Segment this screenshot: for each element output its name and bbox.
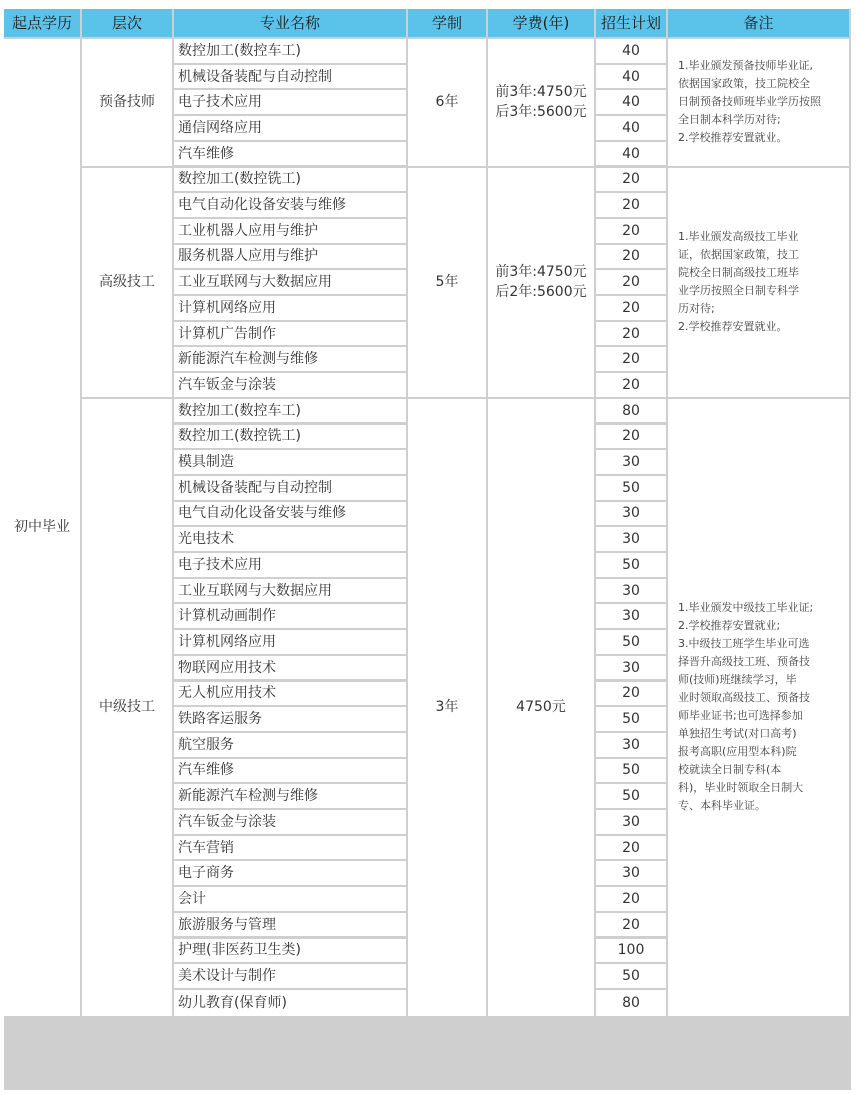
remarks-cell: [668, 168, 849, 397]
enrollment-plan-cell: 20: [596, 296, 666, 320]
enrollment-plan-cell: 50: [596, 964, 666, 988]
enrollment-plan-cell: 40: [596, 142, 666, 166]
remark-line: 择晋升高级技工班、预备技: [678, 655, 810, 669]
tuition-cell: [488, 168, 594, 397]
remarks-cell: [668, 39, 849, 166]
major-name-cell: 美术设计与制作: [174, 964, 406, 988]
major-name-cell: 计算机动画制作: [174, 604, 406, 628]
remark-line: 专、本科毕业证。: [678, 799, 766, 813]
major-name-cell: 护理(非医药卫生类): [174, 939, 406, 963]
enrollment-plan-cell: 50: [596, 476, 666, 500]
tuition-cell: [488, 39, 594, 166]
header-duration: 学制: [408, 9, 486, 37]
enrollment-plan-cell: 50: [596, 630, 666, 654]
major-name-cell: 新能源汽车检测与维修: [174, 784, 406, 808]
enrollment-plan-cell: 30: [596, 450, 666, 474]
level-cell: 预备技师: [82, 39, 172, 166]
header-enrollment-plan: 招生计划: [596, 9, 666, 37]
enrollment-plan-cell: 30: [596, 502, 666, 526]
major-name-cell: 汽车维修: [174, 759, 406, 783]
enrollment-plan-cell: 50: [596, 553, 666, 577]
enrollment-plan-cell: 30: [596, 656, 666, 680]
header-remarks: 备注: [668, 9, 849, 37]
major-name-cell: 无人机应用技术: [174, 682, 406, 706]
major-name-cell: 电子商务: [174, 861, 406, 885]
enrollment-plan-cell: 40: [596, 90, 666, 114]
duration-cell: 6年: [408, 39, 486, 166]
enrollment-plan-cell: 20: [596, 425, 666, 449]
enrollment-plan-cell: 80: [596, 990, 666, 1016]
enrollment-plan-cell: 20: [596, 270, 666, 294]
remark-line: 1.毕业颁发高级技工毕业: [678, 230, 799, 244]
major-name-cell: 汽车维修: [174, 142, 406, 166]
major-name-cell: 会计: [174, 887, 406, 911]
remark-line: 2.学校推荐安置就业。: [678, 131, 788, 145]
level-cell: 高级技工: [82, 168, 172, 397]
major-name-cell: 数控加工(数控车工): [174, 399, 406, 423]
major-name-cell: 模具制造: [174, 450, 406, 474]
tuition-line: 4750元: [516, 699, 566, 716]
major-name-cell: 电子技术应用: [174, 553, 406, 577]
level-cell: 中级技工: [82, 399, 172, 1016]
enrollment-plan-cell: 30: [596, 861, 666, 885]
enrollment-plan-cell: 50: [596, 784, 666, 808]
remark-line: 1.毕业颁发预备技师毕业证,: [678, 59, 813, 73]
major-name-cell: 光电技术: [174, 527, 406, 551]
tuition-line: 后3年:5600元: [495, 104, 587, 121]
tuition-cell: [488, 399, 594, 1016]
enrollment-plan-cell: 30: [596, 604, 666, 628]
remarks-text: [678, 599, 813, 815]
remark-line: 单独招生考试(对口高考): [678, 727, 797, 741]
enrollment-plan-cell: 20: [596, 245, 666, 269]
tuition-line: 前3年:4750元: [495, 264, 587, 281]
duration-cell: 5年: [408, 168, 486, 397]
major-name-cell: 汽车钣金与涂装: [174, 810, 406, 834]
remark-line: 日制预备技师班毕业学历按照: [678, 95, 821, 109]
start-education-cell: 初中毕业: [4, 39, 80, 1016]
major-name-cell: 通信网络应用: [174, 116, 406, 140]
enrollment-plan-cell: 100: [596, 939, 666, 963]
tuition-line: 前3年:4750元: [495, 84, 587, 101]
header-tuition: 学费(年): [488, 9, 594, 37]
enrollment-plan-cell: 50: [596, 707, 666, 731]
major-name-cell: 计算机网络应用: [174, 630, 406, 654]
remark-line: 全日制本科学历对待;: [678, 113, 781, 127]
remark-line: 科)，毕业时领取全日制大: [678, 781, 804, 795]
enrollment-plan-cell: 50: [596, 759, 666, 783]
major-name-cell: 计算机网络应用: [174, 296, 406, 320]
remark-line: 1.毕业颁发中级技工毕业证;: [678, 601, 814, 615]
remark-line: 业时领取高级技工、预备技: [678, 691, 810, 705]
enrollment-plan-cell: 20: [596, 193, 666, 217]
remark-line: 历对待;: [678, 302, 715, 316]
remarks-text: [678, 228, 799, 336]
remark-line: 院校全日制高级技工班毕: [678, 266, 799, 280]
remarks-cell: [668, 399, 849, 1016]
major-name-cell: 工业互联网与大数据应用: [174, 270, 406, 294]
enrollment-plan-cell: 20: [596, 347, 666, 371]
tuition-line: 后2年:5600元: [495, 284, 587, 301]
enrollment-plan-cell: 20: [596, 219, 666, 243]
enrollment-plan-cell: 30: [596, 579, 666, 603]
remark-line: 业学历按照全日制专科学: [678, 284, 799, 298]
major-name-cell: 数控加工(数控车工): [174, 39, 406, 63]
remark-line: 2.学校推荐安置就业。: [678, 320, 788, 334]
enrollment-plan-cell: 30: [596, 527, 666, 551]
enrollment-plan-cell: 40: [596, 39, 666, 63]
enrollment-plan-cell: 40: [596, 65, 666, 89]
remark-line: 3.中级技工班学生毕业可选: [678, 637, 810, 651]
remark-line: 报考高职(应用型本科)院: [678, 745, 797, 759]
enrollment-plan-cell: 30: [596, 733, 666, 757]
remark-line: 师毕业证书;也可选择参加: [678, 709, 803, 723]
major-name-cell: 工业互联网与大数据应用: [174, 579, 406, 603]
major-name-cell: 机械设备装配与自动控制: [174, 65, 406, 89]
header-major-name: 专业名称: [174, 9, 406, 37]
major-name-cell: 机械设备装配与自动控制: [174, 476, 406, 500]
header-level: 层次: [82, 9, 172, 37]
duration-cell: 3年: [408, 399, 486, 1016]
major-name-cell: 新能源汽车检测与维修: [174, 347, 406, 371]
major-name-cell: 数控加工(数控铣工): [174, 168, 406, 192]
major-name-cell: 物联网应用技术: [174, 656, 406, 680]
enrollment-plan-cell: 20: [596, 373, 666, 397]
major-name-cell: 航空服务: [174, 733, 406, 757]
enrollment-plan-cell: 20: [596, 887, 666, 911]
major-name-cell: 数控加工(数控铣工): [174, 425, 406, 449]
enrollment-plan-cell: 40: [596, 116, 666, 140]
header-start-education: 起点学历: [4, 9, 80, 37]
enrollment-plan-cell: 30: [596, 810, 666, 834]
remark-line: 证，依据国家政策，技工: [678, 248, 799, 262]
major-name-cell: 电气自动化设备安装与维修: [174, 502, 406, 526]
remark-line: 师(技师)班继续学习，毕: [678, 673, 797, 687]
major-name-cell: 幼儿教育(保育师): [174, 990, 406, 1016]
enrollment-plan-cell: 20: [596, 913, 666, 937]
enrollment-plan-cell: 20: [596, 168, 666, 192]
remarks-text: [678, 57, 821, 147]
enrollment-plan-cell: 20: [596, 682, 666, 706]
remark-line: 校就读全日制专科(本: [678, 763, 782, 777]
enrollment-table: [4, 9, 851, 1090]
major-name-cell: 电子技术应用: [174, 90, 406, 114]
major-name-cell: 旅游服务与管理: [174, 913, 406, 937]
major-name-cell: 计算机广告制作: [174, 322, 406, 346]
major-name-cell: 工业机器人应用与维护: [174, 219, 406, 243]
enrollment-plan-cell: 20: [596, 836, 666, 860]
major-name-cell: 汽车营销: [174, 836, 406, 860]
remark-line: 2.学校推荐安置就业;: [678, 619, 781, 633]
major-name-cell: 电气自动化设备安装与维修: [174, 193, 406, 217]
remark-line: 依据国家政策，技工院校全: [678, 77, 810, 91]
major-name-cell: 汽车钣金与涂装: [174, 373, 406, 397]
major-name-cell: 铁路客运服务: [174, 707, 406, 731]
enrollment-plan-cell: 20: [596, 322, 666, 346]
enrollment-plan-cell: 80: [596, 399, 666, 423]
major-name-cell: 服务机器人应用与维护: [174, 245, 406, 269]
